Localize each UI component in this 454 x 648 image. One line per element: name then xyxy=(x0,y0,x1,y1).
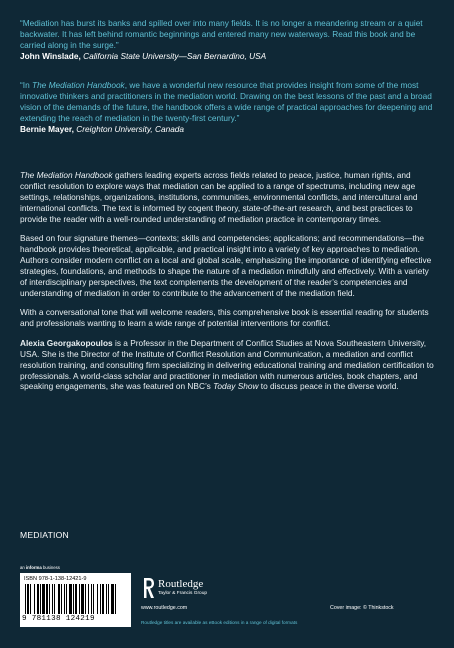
routledge-logo-icon xyxy=(142,577,155,599)
endorsement-quote-2: “In The Mediation Handbook, we have a wonderful new resource that provides insight from some of the most innovative thinkers and practitioners in the mediation world. Drawing on the best lessons of the past and a broad vision of the demands of the future, the handbook offers a wide range of practical approaches for deepening and extending the reach of mediation in the twenty-first century.” Bernie Mayer, Creighton University, Canada xyxy=(20,80,433,134)
quote-affiliation: Creighton University, Canada xyxy=(76,123,185,134)
subject-category: MEDIATION xyxy=(20,530,69,540)
isbn-number: ISBN 978-1-138-12421-9 xyxy=(24,576,87,582)
description-paragraph-3: With a conversational tone that will welcome readers, this comprehensive book is essential reading for students and professionals wanting to learn a wide range of potential interventions for conflict. xyxy=(20,307,429,329)
publisher-name: Routledge xyxy=(158,578,204,590)
quote-author: John Winslade xyxy=(20,50,79,61)
show-title-italic: Today Show xyxy=(213,381,259,392)
description-paragraph-2: Based on four signature themes—contexts; skills and competencies; applications; and recommendations—the handbook provides theoretical, applicable, and practical insight into a variety of key approaches to mediation. Authors consider modern conflict on a local and global scale, emphasizing the importance of identifying effective strategies, foundations, and methods to shape the nature of a mediation mindfully and effectively. With a variety of interdisciplinary perspectives, the text complements the development of the reader’s competencies and understanding of mediation in order to contribute to the advancement of the mediation field. xyxy=(20,233,432,298)
cover-image-credit: Cover image: © Thinkstock xyxy=(330,605,394,611)
publisher-group: Taylor & Francis Group xyxy=(158,591,208,596)
barcode-digits: 9 781138 124219 xyxy=(22,615,95,623)
quote-text: “Mediation has burst its banks and spilled over into many fields. It is no longer a meandering stream or a quiet backwater. It has left behind romantic beginnings and entered many new waterways. Read this book and be carried along in the surge.” xyxy=(20,18,423,50)
informa-tagline: an informa business xyxy=(20,565,60,570)
author-bio: Alexia Georgakopoulos is a Professor in the Department of Conflict Studies at Nova Southeastern University, USA. She is the Director of the Institute of Conflict Resolution and Communication, a mediation and conflict resolution training, and consulting firm specializing in delivering educational training and mediation certification to professionals. A world-class scholar and practitioner in mediation with numerous articles, book chapters, and speaking engagements, she was featured on NBC’s Today Show to discuss peace in the diverse world. xyxy=(20,337,434,392)
book-title-italic: The Mediation Handbook xyxy=(20,170,113,180)
book-title-italic: The Mediation Handbook xyxy=(32,80,125,90)
description-paragraph-1: The Mediation Handbook gathers leading experts across fields related to peace, justice, human rights, and conflict resolution to explore ways that mediation can be applied to a range of spectrums, including new age settings, relationships, organizations, institutions, communities, environmental conflicts, and intercultural and international conflicts. The text is informed by cogent theory, state-of-the-art research, and best practices to provide the reader with a well-rounded understanding of mediation practice in contemporary times. xyxy=(20,170,418,224)
book-description xyxy=(20,170,436,401)
quote-text: “In The Mediation Handbook, we have a wonderful new resource that provides insight from some of the most innovative thinkers and practitioners in the mediation world. Drawing on the best lessons of the past and a broad vision of the demands of the future, the handbook offers a wide range of practical approaches for deepening and extending the reach of mediation in the twenty-first century.” xyxy=(20,80,433,123)
publisher-url[interactable]: www.routledge.com xyxy=(141,605,188,611)
quote-author: Bernie Mayer xyxy=(20,123,72,134)
quote-affiliation: California State University—San Bernardino, USA xyxy=(83,50,267,61)
isbn-barcode xyxy=(20,573,131,627)
endorsement-quote-1: “Mediation has burst its banks and spilled over into many fields. It is no longer a meandering stream or a quiet backwater. It has left behind romantic beginnings and entered many new waterways. Read this book and be carried along in the surge.” John Winslade, California State University—San Bernardino, USA xyxy=(20,18,434,62)
barcode-bars xyxy=(24,584,127,614)
author-name: Alexia Georgakopoulos xyxy=(20,337,113,348)
ebook-note: Routledge titles are available as eBook editions in a range of digital formats xyxy=(141,620,298,625)
